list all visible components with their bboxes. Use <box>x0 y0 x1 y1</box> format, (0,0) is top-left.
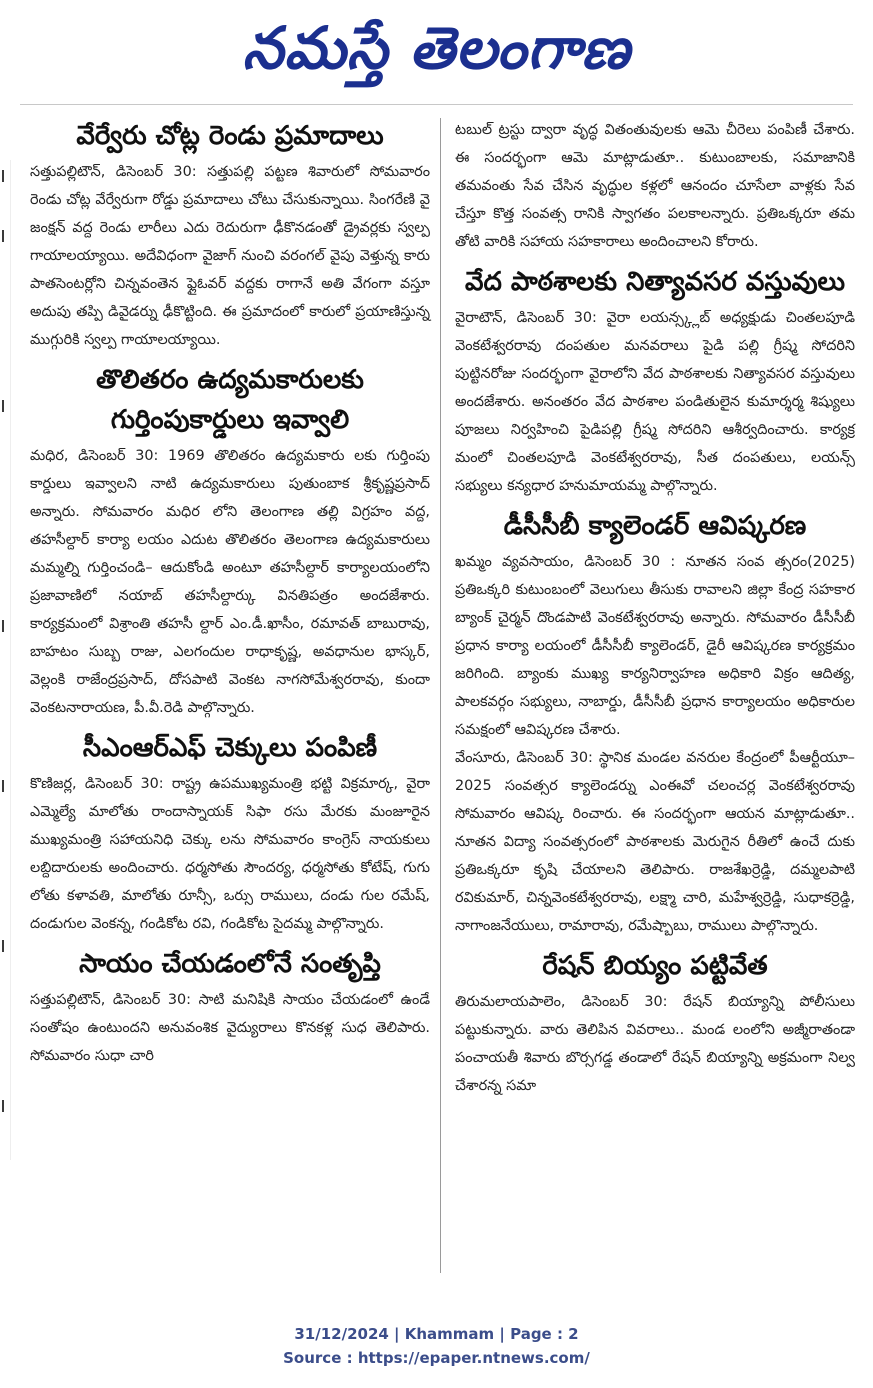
text-fragment <box>2 170 9 182</box>
article <box>455 506 855 940</box>
article <box>30 360 430 722</box>
text-fragment <box>2 400 9 412</box>
article-body-secondary: వేంసూరు, డిసెంబర్ 30: స్థానిక మండల వనరుల కేంద్రంలో పీఆర్టీయూ–2025 సంవత్సర క్యాలెండర్ను ఎంఈవో చలంచర్ల వెంకటేశ్వరరావు సోమవారం ఆవిష్క రించారు. ఈ సందర్భంగా ఆయన మాట్లాడుతూ.. నూతన విద్యా సంవత్సరంలో పాఠశాలకు మెరుగైన రీతిలో ఉంచే దుకు ప్రతిఒక్కరూ కృషి చేయాలని తెలిపారు. రాజశేఖర్రెడ్డి, దమ్మలపాటి రవికుమార్, చిన్నవెంకటేశ్వరరావు, లక్ష్మా చారి, మహేశ్వర్రెడ్డి, సుధాకర్రెడ్డి, నాగాంజనేయులు, రామారావు, రమేష్బాబు, రాములు పాల్గొన్నారు. <box>455 750 855 934</box>
article <box>30 116 430 354</box>
adjacent-page-edge <box>0 160 11 1160</box>
text-fragment <box>2 940 9 952</box>
article-body: టబుల్ ట్రస్టు ద్వారా వృద్ధ వితంతువులకు ఆమె చీరెలు పంపిణీ చేశారు. ఈ సందర్భంగా ఆమె మాట్లాడుతూ.. కుటుంబాలకు, సమాజానికి తమవంతు సేవ చేసిన వృద్ధుల కళ్లలో ఆనందం చూసేలా వాళ్లకు సేవ చేస్తూ కొత్త సంవత్స రానికి స్వాగతం పలకాలన్నారు. ప్రతిఒక్కరూ తమ తోటి వారికి సహాయ సహకారాలు అందించాలని కోరారు. <box>455 122 855 250</box>
article-body: కొణిజర్ల, డిసెంబర్ 30: రాష్ట్ర ఉపముఖ్యమంత్రి భట్టి విక్రమార్క, వైరా ఎమ్మెల్యే మాలోతు రాందాస్నాయక్ సిఫా రసు మేరకు మంజూరైన ముఖ్యమంత్రి సహాయనిధి చెక్కు లను సోమవారం కాంగ్రెస్ నాయకులు లబ్దిదారులకు అందించారు. ధర్మసోతు సౌందర్య, ధర్మసోతు కోటేష్, గుగు లోతు కళావతి, మాలోతు రూన్సీ, ఒర్సు రాములు, దండు గుల రమేష్, దండుగుల వెంకన్న, గండికోట రవి, గండికోట సైదమ్మ పాల్గొన్నారు. <box>30 776 430 932</box>
article-body: తిరుమలాయపాలెం, డిసెంబర్ 30: రేషన్ బియ్యాన్ని పోలీసులు పట్టుకున్నారు. వారు తెలిపిన వివరాలు.. మండ లంలోని అజ్మీరాతండా పంచాయతీ శివారు బొర్సగడ్డ తండాలో రేషన్ బియ్యాన్ని అక్రమంగా నిల్వ చేశారన్న సమా <box>455 994 855 1094</box>
article-headline: వేద పాఠశాలకు నిత్యావసర వస్తువులు <box>464 267 845 297</box>
article-body: వైరాటౌన్, డిసెంబర్ 30: వైరా లయన్స్క్లబ్ అధ్యక్షుడు చింతలపూడి వెంకటేశ్వరరావు దంపతుల మనవరాలు పైడి పల్లి గ్రీష్మ సోదరిని పుట్టినరోజు సందర్భంగా వైరాలోని వేద పాఠశాలకు నిత్యావసర వస్తువులు అందజేశారు. అనంతరం వేద పాఠశాల పండితులైన కుమార్శర్మ శిష్యులు పూజలు నిర్వహించి పైడిపల్లి గ్రీష్మ సోదరిని ఆశీర్వదించారు. కార్యక్ర మంలో చింతలపూడి వెంకటేశ్వరరావు, సీత దంపతులు, లయన్స్ సభ్యులు కన్యధార హనుమాయమ్మ పాల్గొన్నారు. <box>455 310 855 494</box>
footer-date-edition: 31/12/2024 | Khammam | Page : 2 <box>294 1325 579 1343</box>
masthead-divider <box>20 104 853 105</box>
text-fragment <box>2 780 9 792</box>
article <box>455 946 855 1100</box>
article <box>30 944 430 1070</box>
article-continuation <box>455 116 855 256</box>
left-column <box>30 116 430 1076</box>
article-headline: రేషన్ బియ్యం పట్టివేత <box>542 951 768 981</box>
column-divider <box>440 118 441 1273</box>
article-headline: సీఎంఆర్ఎఫ్ చెక్కులు పంపిణీ <box>82 733 378 763</box>
masthead <box>0 0 873 100</box>
article-body: ఖమ్మం వ్యవసాయం, డిసెంబర్ 30 : నూతన సంవ త్సరం(2025) ప్రతిఒక్కరి కుటుంబంలో వెలుగులు తీసుకు రావాలని జిల్లా కేంద్ర సహకార బ్యాంక్ చైర్మన్ దొండపాటి వెంకటేశ్వరరావు అన్నారు. సోమవారం డీసీసీబీ ప్రధాన కార్యా లయంలో డీసీసీబీ క్యాలెండర్, డైరీ ఆవిష్కరణ కార్యక్రమం జరిగింది. బ్యాంకు ముఖ్య కార్యనిర్వాహణ అధికారి విక్రం ఆదిత్య, పాలకవర్గం సభ్యులు, నాబార్డు, డీసీసీబీ ప్రధాన కార్యాలయం అధికారుల సమక్షంలో ఆవిష్కరణ చేశారు. <box>455 554 855 738</box>
article-body: సత్తుపల్లిటౌన్, డిసెంబర్ 30: సత్తుపల్లి పట్టణ శివారులో సోమవారం రెండు చోట్ల వేర్వేరుగా రోడ్డు ప్రమాదాలు చోటు చేసుకున్నాయి. సింగరేణి వై జంక్షన్ వద్ద రెండు లారీలు ఎదు రెదురుగా ఢీకొనడంతో డ్రైవర్లకు స్వల్ప గాయాలయ్యాయి. అదేవిధంగా వైజాగ్ నుంచి వరంగల్ వైపు వెళ్తున్న కారు పాతసెంటర్లోని చిన్నవంతెన ఫ్లైఓవర్ వద్దకు రాగానే అతి వేగంగా వస్తూ అదుపు తప్పి డివైడర్ను ఢీకొట్టింది. ఈ ప్రమాదంలో కారులో ప్రయాణిస్తున్న ముగ్గురికి స్వల్ప గాయాలయ్యాయి. <box>30 164 430 348</box>
article <box>455 262 855 500</box>
footer-source-link[interactable]: Source : https://epaper.ntnews.com/ <box>283 1349 590 1367</box>
article-headline: తొలితరం ఉద్యమకారులకు గుర్తింపుకార్డులు ఇవ్వాలి <box>96 365 364 435</box>
newspaper-logo-title: నమస్తే తెలంగాణ <box>242 14 631 82</box>
text-fragment <box>2 230 9 242</box>
right-column <box>455 116 855 1106</box>
article-headline: వేర్వేరు చోట్ల రెండు ప్రమాదాలు <box>76 121 384 151</box>
article-body: మధిర, డిసెంబర్ 30: 1969 తొలితరం ఉద్యమకారు లకు గుర్తింపు కార్డులు ఇవ్వాలని నాటి ఉద్యమకారులు పుతుంబాక శ్రీకృష్ణప్రసాద్ అన్నారు. సోమవారం మధిర లోని తెలంగాణ తల్లి విగ్రహం వద్ద, తహసీల్దార్ కార్యా లయం ఎదుట తొలితరం తెలంగాణ ఉద్యమకారులు మమ్మల్ని గుర్తించండి– ఆదుకోండి అంటూ తహసీల్దార్ కార్యాలయంలోని ప్రజావాణిలో నయాబ్ తహసీల్దార్కు వినతిపత్రం అందజేశారు. కార్యక్రమంలో విశ్రాంతి తహసీ ల్దార్ ఎం.డీ.ఖాసీం, రమావత్ బాబురావు, బాహటం సుబ్బ రాజు, ఎలగందుల రాధాకృష్ణ, అవధానుల భాస్కర్, వెల్లంకి రాజేంద్రప్రసాద్, దోసపాటి వెంకట నాగసోమేశ్వరరావు, కుందా వెంకటనారాయణ, పీ.వీ.రెడి పాల్గొన్నారు. <box>30 448 430 716</box>
text-fragment <box>2 1100 9 1112</box>
article <box>30 728 430 938</box>
page-footer <box>0 1322 873 1370</box>
article-headline: సాయం చేయడంలోనే సంతృప్తి <box>79 949 381 979</box>
article-headline: డీసీసీబీ క్యాలెండర్ ఆవిష్కరణ <box>503 511 807 541</box>
article-body: సత్తుపల్లిటౌన్, డిసెంబర్ 30: సాటి మనిషికి సాయం చేయడంలో ఉండే సంతోషం ఉంటుందని అనువంశిక వైద్యురాలు కొనకళ్ల సుధ తెలిపారు. సోమవారం సుధా చారి <box>30 992 430 1064</box>
text-fragment <box>2 620 9 632</box>
